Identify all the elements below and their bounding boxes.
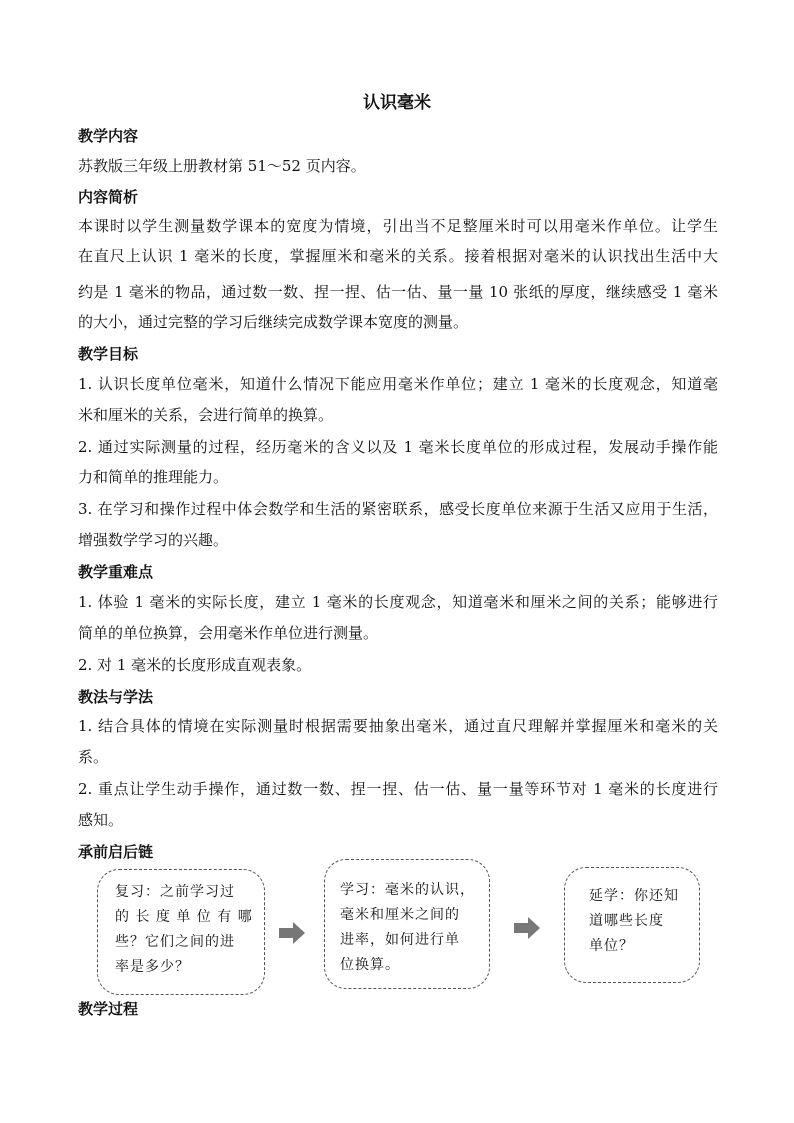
- flow-text-line: 单位？: [589, 938, 634, 954]
- flow-box-review-text: [115, 880, 253, 980]
- goal-line: 力和简单的推理能力。: [78, 468, 229, 486]
- page-title: 认识毫米: [363, 93, 431, 113]
- keypoint-line: 简单的单位换算，会用毫米作单位进行测量。: [78, 624, 379, 642]
- method-line: 感知。: [78, 811, 124, 829]
- goal-line: 增强数学学习的兴趣。: [78, 531, 229, 549]
- heading-connection-chain: 承前启后链: [78, 843, 154, 861]
- heading-content-analysis: 内容简析: [78, 188, 139, 206]
- keypoint-line: 1. 体验 1 毫米的实际长度，建立 1 毫米的长度观念，知道毫米和厘米之间的关系；能够进行: [78, 593, 718, 611]
- method-line: 1. 结合具体的情境在实际测量时根据需要抽象出毫米，通过直尺理解并掌握厘米和毫米的关: [78, 717, 718, 735]
- goal-line: 1. 认识长度单位毫米，知道什么情况下能应用毫米作单位；建立 1 毫米的长度观念，知道毫: [78, 375, 718, 393]
- flow-text-line: 进率，如何进行单: [340, 932, 460, 948]
- flow-text-line: 毫米和厘米之间的: [340, 907, 460, 923]
- flow-text-line: 位换算。: [340, 957, 400, 973]
- analysis-line: 的大小，通过完整的学习后继续完成数学课本宽度的测量。: [78, 313, 469, 331]
- heading-teaching-goals: 教学目标: [78, 345, 139, 363]
- analysis-line: 本课时以学生测量数学课本的宽度为情境，引出当不足整厘米时可以用毫米作单位。让学生: [78, 217, 718, 235]
- goal-line: 米和厘米的关系，会进行简单的换算。: [78, 406, 334, 424]
- flow-box-review: [97, 869, 265, 995]
- analysis-line: 在直尺上认识 1 毫米的长度，掌握厘米和毫米的关系。接着根据对毫米的认识找出生活中大: [78, 247, 718, 265]
- flow-text-line: 的 长 度 单 位 有 哪: [115, 909, 253, 925]
- flow-box-extend: [564, 867, 700, 983]
- heading-teaching-process: 教学过程: [78, 1000, 139, 1018]
- right-arrow-icon: [279, 922, 305, 944]
- flow-text-line: 复习：之前学习过: [115, 884, 235, 900]
- heading-teaching-content: 教学内容: [78, 127, 139, 145]
- flow-text-line: 延学：你还知: [589, 888, 679, 904]
- flow-text-line: 学习：毫米的认识，: [340, 882, 475, 898]
- goal-line: 2. 通过实际测量的过程，经历毫米的含义以及 1 毫米长度单位的形成过程，发展动手操作能: [78, 438, 718, 456]
- flow-text-line: 率是多少？: [115, 959, 190, 975]
- flow-box-learn: [324, 859, 490, 989]
- goal-line: 3. 在学习和操作过程中体会数学和生活的紧密联系，感受长度单位来源于生活又应用于生活，: [78, 500, 718, 518]
- flow-text-line: 些？它们之间的进: [115, 934, 235, 950]
- flow-text-line: 道哪些长度: [589, 913, 664, 929]
- flow-box-extend-text: [589, 884, 679, 959]
- flow-box-learn-text: [340, 878, 475, 978]
- method-line: 系。: [78, 748, 109, 766]
- heading-methods: 教法与学法: [78, 688, 154, 706]
- content-line: 苏教版三年级上册教材第 51～52 页内容。: [78, 157, 366, 175]
- right-arrow-icon: [514, 917, 540, 939]
- keypoint-line: 2. 对 1 毫米的长度形成直观表象。: [78, 656, 312, 674]
- method-line: 2. 重点让学生动手操作，通过数一数、捏一捏、估一估、量一量等环节对 1 毫米的长度进行: [78, 780, 718, 798]
- analysis-line: 约是 1 毫米的物品，通过数一数、捏一捏、估一估、量一量 10 张纸的厚度，继续感受 1 毫米: [78, 283, 718, 301]
- heading-key-points: 教学重难点: [78, 563, 154, 581]
